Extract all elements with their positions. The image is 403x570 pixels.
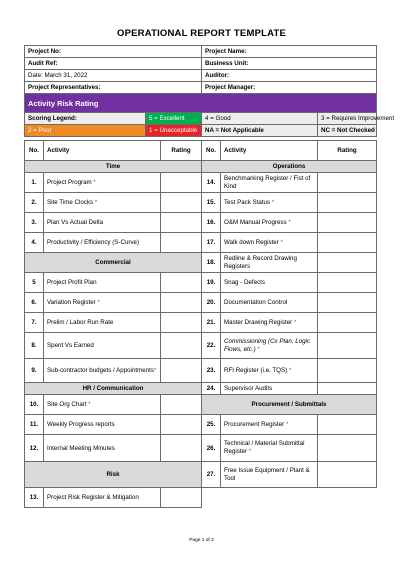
rating-cell[interactable] xyxy=(318,213,377,233)
row-number: 26. xyxy=(202,435,221,462)
row-number: 12. xyxy=(25,435,44,462)
table-row xyxy=(25,435,377,462)
project-no-field[interactable]: Project No: xyxy=(25,46,202,58)
row-number: 20. xyxy=(202,293,221,313)
table-row xyxy=(25,233,377,253)
risk-rating-header xyxy=(25,94,377,113)
row-number: 4. xyxy=(25,233,44,253)
col-no-left: No. xyxy=(25,141,44,161)
activity-cell: Prelim / Labor Run Rate xyxy=(44,313,161,333)
activity-cell: Procurement Register * xyxy=(221,415,318,435)
row-number: 23. xyxy=(202,359,221,383)
section-operations: Operations xyxy=(202,161,377,173)
row-number: 8. xyxy=(25,333,44,359)
rating-cell[interactable] xyxy=(318,273,377,293)
activity-cell: Walk down Register * xyxy=(221,233,318,253)
section-time: Time xyxy=(25,161,202,173)
col-rating-left: Rating xyxy=(161,141,202,161)
table-row xyxy=(25,193,377,213)
row-number: 16. xyxy=(202,213,221,233)
activity-cell: Technical / Material Submittal Register * xyxy=(221,435,318,462)
col-activity-left: Activity xyxy=(44,141,161,161)
activity-cell: Free Issue Equipment / Plant & Tool xyxy=(221,462,318,488)
rating-cell[interactable] xyxy=(318,313,377,333)
row-number: 13. xyxy=(25,488,44,508)
table-row xyxy=(25,333,377,359)
rating-cell[interactable] xyxy=(318,293,377,313)
activity-cell: Project Program * xyxy=(44,173,161,193)
rating-cell[interactable] xyxy=(161,193,202,213)
activity-cell: Master Drawing Register * xyxy=(221,313,318,333)
legend-good: 4 = Good xyxy=(202,113,318,125)
table-row xyxy=(25,253,377,273)
row-number: 1. xyxy=(25,173,44,193)
section-hr-communication: HR / Communication xyxy=(25,383,202,395)
rating-cell[interactable] xyxy=(161,333,202,359)
rating-cell[interactable] xyxy=(318,415,377,435)
row-number: 27. xyxy=(202,462,221,488)
activity-cell: Project Risk Register & Mitigation xyxy=(44,488,161,508)
empty-cell xyxy=(202,488,377,508)
rating-cell[interactable] xyxy=(161,395,202,415)
activity-cell: Test Pack Status * xyxy=(221,193,318,213)
row-number: 18. xyxy=(202,253,221,273)
table-row xyxy=(25,395,377,415)
rating-cell[interactable] xyxy=(318,435,377,462)
row-number: 11. xyxy=(25,415,44,435)
row-number: 3. xyxy=(25,213,44,233)
column-header-row xyxy=(25,141,377,161)
activity-cell: Snag - Defects xyxy=(221,273,318,293)
rating-cell[interactable] xyxy=(318,333,377,359)
activity-cell: Site Org Chart * xyxy=(44,395,161,415)
activity-cell: Documentation Control xyxy=(221,293,318,313)
rating-cell[interactable] xyxy=(161,435,202,462)
section-row-time xyxy=(25,161,377,173)
header-row-1 xyxy=(25,46,377,58)
report-table xyxy=(24,45,395,508)
date-field[interactable]: Date: March 31, 2022 xyxy=(25,70,202,82)
rating-cell[interactable] xyxy=(161,273,202,293)
risk-rating-title: Activity Risk Rating xyxy=(25,94,377,113)
rating-cell[interactable] xyxy=(318,193,377,213)
section-commercial: Commercial xyxy=(25,253,202,273)
legend-requires-improvement: 3 = Requires Improvement xyxy=(318,113,377,125)
auditor-field[interactable]: Auditor: xyxy=(202,70,377,82)
row-number: 25. xyxy=(202,415,221,435)
activity-cell: RFI Register (i.e. TQS) * xyxy=(221,359,318,383)
activity-cell: Weekly Progress reports xyxy=(44,415,161,435)
business-unit-field[interactable]: Business Unit: xyxy=(202,58,377,70)
rating-cell[interactable] xyxy=(161,359,202,383)
rating-cell[interactable] xyxy=(318,383,377,395)
table-row xyxy=(25,213,377,233)
legend-not-checked: NC = Not Checked xyxy=(318,125,377,137)
rating-cell[interactable] xyxy=(161,233,202,253)
row-number: 15. xyxy=(202,193,221,213)
table-row xyxy=(25,359,377,383)
legend-poor: 2 = Poor xyxy=(25,125,146,137)
activity-cell: Redline & Record Drawing Registers xyxy=(221,253,318,273)
page-title: OPERATIONAL REPORT TEMPLATE xyxy=(116,28,286,39)
activity-cell: Supervisor Audits xyxy=(221,383,318,395)
row-number: 19. xyxy=(202,273,221,293)
row-number: 14. xyxy=(202,173,221,193)
activity-cell: Site Time Clocks * xyxy=(44,193,161,213)
audit-ref-field[interactable]: Audit Ref: xyxy=(25,58,202,70)
activity-cell: Internal Meeting Minutes xyxy=(44,435,161,462)
rating-cell[interactable] xyxy=(318,359,377,383)
row-number: 10. xyxy=(25,395,44,415)
legend-row-2 xyxy=(25,125,377,137)
row-number: 22. xyxy=(202,333,221,359)
table-row xyxy=(25,173,377,193)
activity-cell: Variation Register * xyxy=(44,293,161,313)
project-manager-field[interactable]: Project Manager: xyxy=(202,82,377,94)
row-number: 5 xyxy=(25,273,44,293)
section-procurement: Procurement / Submittals xyxy=(202,395,377,415)
legend-excellent: 5 = Excellent xyxy=(146,113,202,125)
rating-cell[interactable] xyxy=(161,313,202,333)
row-number: 21. xyxy=(202,313,221,333)
scoring-legend-label: Scoring Legend: xyxy=(25,113,146,125)
project-reps-field[interactable]: Project Representatives: xyxy=(25,82,202,94)
header-row-4 xyxy=(25,82,377,94)
col-rating-right: Rating xyxy=(318,141,377,161)
table-row xyxy=(25,488,377,508)
rating-cell[interactable] xyxy=(318,253,377,273)
rating-cell[interactable] xyxy=(161,415,202,435)
activity-cell: Benchmarking Register / Fist of Kind xyxy=(221,173,318,193)
activity-cell: Project Profit Plan xyxy=(44,273,161,293)
table-row xyxy=(25,293,377,313)
table-row xyxy=(25,383,377,395)
activity-cell: Plan Vs Actual Delta xyxy=(44,213,161,233)
table-row xyxy=(25,415,377,435)
header-row-3 xyxy=(25,70,377,82)
activity-cell: Commissioning (Cx Plan, Logic Flows, etc.) * xyxy=(221,333,318,359)
row-number: 17. xyxy=(202,233,221,253)
activity-cell: Sub-contractor budgets / Appointments* xyxy=(44,359,161,383)
row-number: 7. xyxy=(25,313,44,333)
legend-not-applicable: NA = Not Applicable xyxy=(202,125,318,137)
project-name-field[interactable]: Project Name: xyxy=(202,46,377,58)
rating-cell[interactable] xyxy=(161,173,202,193)
activity-cell: Productivity / Efficiency (S-Curve) xyxy=(44,233,161,253)
legend-row-1 xyxy=(25,113,377,125)
section-risk: Risk xyxy=(25,462,202,488)
row-number: 6. xyxy=(25,293,44,313)
rating-cell[interactable] xyxy=(161,488,202,508)
row-number: 9. xyxy=(25,359,44,383)
table-row xyxy=(25,462,377,488)
page-footer: Page 1 of 2 xyxy=(189,538,214,543)
activity-cell: O&M Manual Progress * xyxy=(221,213,318,233)
row-number: 2. xyxy=(25,193,44,213)
rating-cell[interactable] xyxy=(318,462,377,488)
table-row xyxy=(25,313,377,333)
row-number: 24. xyxy=(202,383,221,395)
rating-cell[interactable] xyxy=(318,233,377,253)
table-row xyxy=(25,273,377,293)
legend-unacceptable: 1 = Unacceptable xyxy=(146,125,202,137)
col-activity-right: Activity xyxy=(221,141,318,161)
col-no-right: No. xyxy=(202,141,221,161)
activity-cell: Spent Vs Earned xyxy=(44,333,161,359)
header-row-2 xyxy=(25,58,377,70)
rating-cell[interactable] xyxy=(161,293,202,313)
rating-cell[interactable] xyxy=(161,213,202,233)
rating-cell[interactable] xyxy=(318,173,377,193)
